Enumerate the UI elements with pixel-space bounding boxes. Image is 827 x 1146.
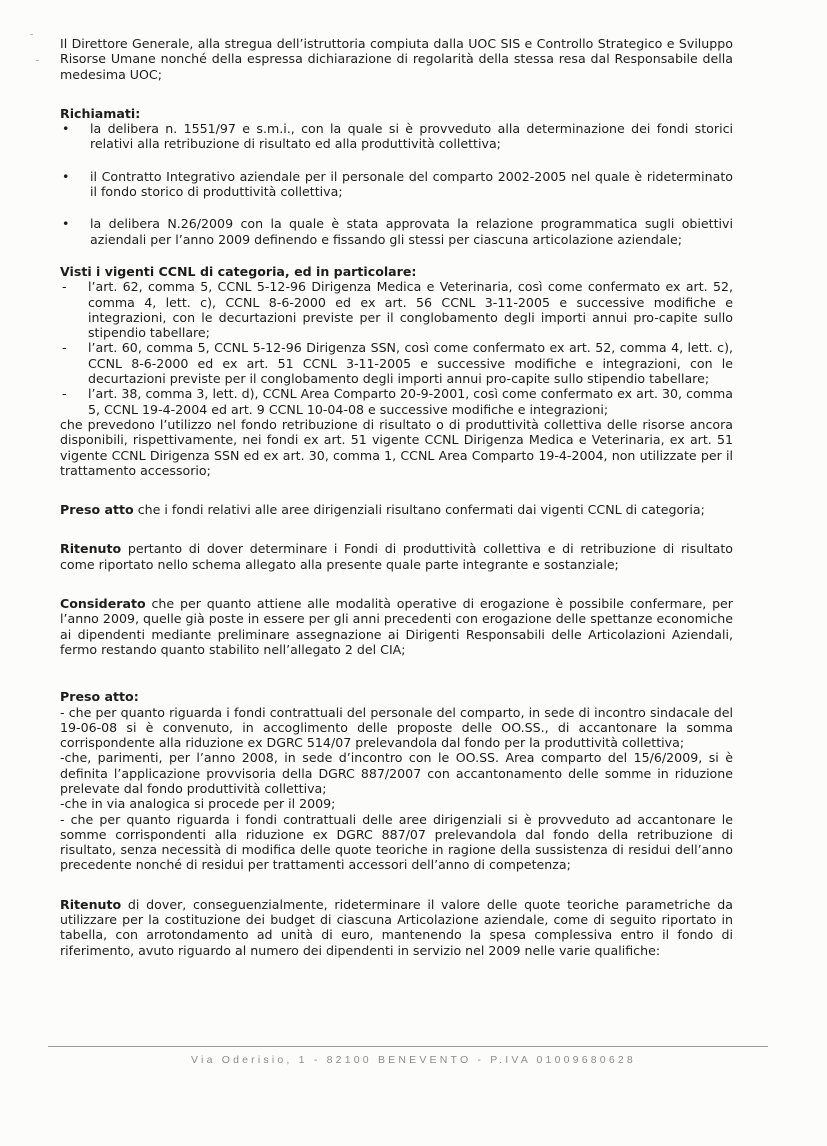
preso-atto-lead: Preso atto <box>60 502 134 518</box>
considerato-text: che per quanto attiene alle modalità operative di erogazione è possibile confermare, per l’anno 2009, quelle già poste in essere per gli anni precedenti con erogazione delle spettanze economiche ai dipendenti mediante preliminare assegnazione ai Dirigenti Responsabili delle Articolazioni Aziendali, fermo restando quanto stabilito nell’allegato 2 del CIA; <box>60 596 733 657</box>
bullet-icon: • <box>62 168 70 184</box>
ritenuto-final-lead: Ritenuto <box>60 896 122 912</box>
richiamati-item-text: la delibera n. 1551/97 e s.m.i., con la quale si è provveduto alla determinazione dei fondi storici relativi alla retribuzione di risultato ed alla produttività collettiva; <box>90 121 733 152</box>
preso-atto-line: -che, parimenti, per l’anno 2008, in sede d’incontro con le OO.SS. Area comparto del 15/6/2009, si è definita l’applicazione provvisoria della DGRC 887/2007 con accantonamento delle somme in riduzione prelevate dal fondo produttività collettiva; <box>60 750 733 796</box>
visti-item-text: l’art. 38, comma 3, lett. d), CCNL Area Comparto 20-9-2001, così come confermato ex art. 30, comma 5, CCNL 19-4-2004 ed art. 9 CCNL 10-04-08 e successive modifiche e integrazioni; <box>88 386 733 417</box>
considerato-lead: Considerato <box>60 596 146 612</box>
richiamati-item <box>60 169 733 200</box>
richiamati-item-text: la delibera N.26/2009 con la quale è stata approvata la relazione programmatica sugli obiettivi aziendali per l’anno 2009 definendo e fissando gli stessi per ciascuna articolazione aziendale; <box>90 216 733 247</box>
visti-heading: Visti i vigenti CCNL di categoria, ed in particolare: <box>60 263 417 279</box>
footer-divider <box>48 1046 768 1047</box>
document-body <box>60 36 733 958</box>
visti-item-text: l’art. 62, comma 5, CCNL 5-12-96 Dirigenza Medica e Veterinaria, così come confermato ex art. 52, comma 4, lett. c), CCNL 8-6-2000 ed ex art. 56 CCNL 3-11-2005 e successive modifiche e integrazioni, con le decurtazioni previste per il conglobamento degli importi annui pro-capite sullo stipendio tabellare; <box>88 279 733 341</box>
considerato-paragraph <box>60 596 733 657</box>
preso-atto-heading: Preso atto: <box>60 689 139 705</box>
richiamati-heading: Richiamati: <box>60 105 141 121</box>
ritenuto-final-text: di dover, conseguenzialmente, rideterminare il valore delle quote teoriche parametriche da utilizzare per la costituzione dei budget di ciascuna Articolazione aziendale, come di seguito riportato in tabella, con arrotondamento ad unità di euro, mantenendo la spesa complessiva entro il fondo di riferimento, avuto riguardo al numero dei dipendenti in servizio nel 2009 nelle varie qualifiche: <box>60 896 733 958</box>
footer-address: Via Oderisio, 1 - 82100 BENEVENTO - P.IVA 01009680628 <box>191 1054 636 1066</box>
richiamati-item <box>60 216 733 247</box>
preso-atto-paragraph <box>60 502 733 517</box>
visti-item <box>60 386 733 417</box>
preso-atto-text: che i fondi relativi alle aree dirigenziali risultano confermati dai vigenti CCNL di categoria; <box>133 502 705 518</box>
ritenuto-lead: Ritenuto <box>60 541 122 557</box>
ritenuto-paragraph <box>60 541 733 572</box>
bullet-icon: • <box>62 121 70 137</box>
dash-marker: - <box>62 279 67 295</box>
preso-atto-line: - che per quanto riguarda i fondi contrattuali del personale del comparto, in sede di incontro sindacale del 19-06-08 si è convenuto, in accoglimento delle proposte delle OO.SS., di accantonare la somma corrispondente alla riduzione ex DGRC 514/07 prelevandola dal fondo per la produttività collettiva; <box>60 704 733 751</box>
intro-paragraph: Il Direttore Generale, alla stregua dell’istruttoria compiuta dalla UOC SIS e Controllo Strategico e Sviluppo Risorse Umane nonché della espressa dichiarazione di regolarità della stessa resa dal Responsabile della medesima UOC; <box>60 36 733 82</box>
preso-atto-line: -che in via analogica si procede per il 2009; <box>60 796 336 812</box>
visti-item-text: l’art. 60, comma 5, CCNL 5-12-96 Dirigenza SSN, così come confermato ex art. 52, comma 4, lett. c), CCNL 8-6-2000 ed ex art. 51 CCNL 3-11-2005 e successive modifiche e integrazioni, con le decurtazioni previste per il conglobamento degli importi annui pro-capite sullo stipendio tabellare; <box>88 340 733 387</box>
ritenuto-text: pertanto di dover determinare i Fondi di produttività collettiva e di retribuzione di risultato come riportato nello schema allegato alla presente quale parte integrante e sostanziale; <box>60 541 733 572</box>
visti-item <box>60 279 733 340</box>
richiamati-item <box>60 121 733 152</box>
preso-atto-line: - che per quanto riguarda i fondi contrattuali delle aree dirigenziali si è provveduto ad accantonare le somme corrispondenti alla riduzione ex DGRC 887/07 prelevandola dal fondo della retribuzione di risultato, senza necessità di modifica delle quote teoriche in ragione della sussistenza di residui dell’anno precedente nonché di residui per trattamenti accessori dell’anno di competenza; <box>60 811 733 873</box>
richiamati-item-text: il Contratto Integrativo aziendale per il personale del comparto 2002-2005 nel quale è rideterminato il fondo storico di produttività collettiva; <box>90 168 733 200</box>
dash-marker: - <box>62 340 67 356</box>
dash-marker: - <box>62 386 67 402</box>
scan-speck <box>30 34 33 35</box>
visti-item <box>60 340 733 386</box>
ritenuto-final-paragraph <box>60 897 733 958</box>
bullet-icon: • <box>62 216 70 232</box>
scan-speck <box>36 60 39 61</box>
visti-closing: che prevedono l’utilizzo nel fondo retribuzione di risultato o di produttività collettiva delle risorse ancora disponibili, rispettivamente, nei fondi ex art. 51 vigente CCNL Dirigenza Medica e Veterinaria, ex art. 51 vigente CCNL Dirigenza SSN ed ex art. 30, comma 1, CCNL Area Comparto 19-4-2004, non utilizzate per il trattamento accessorio; <box>60 416 733 478</box>
